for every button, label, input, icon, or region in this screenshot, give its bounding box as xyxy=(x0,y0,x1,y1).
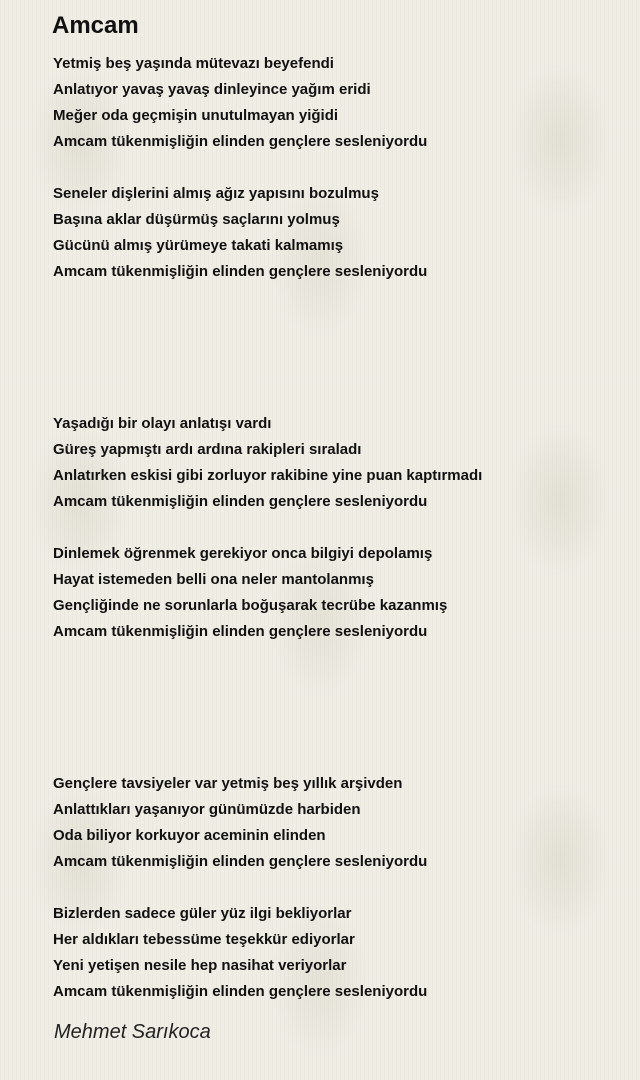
poem-line: Amcam tükenmişliğin elinden gençlere sesleniyordu xyxy=(53,983,428,1000)
poem-line: Oda biliyor korkuyor aceminin elinden xyxy=(53,827,326,844)
poem-line: Hayat istemeden belli ona neler mantolanmış xyxy=(53,571,374,588)
poem-line: Gençlere tavsiyeler var yetmiş beş yıllık arşivden xyxy=(53,775,403,792)
poem-line: Anlatıyor yavaş yavaş dinleyince yağım eridi xyxy=(53,81,371,98)
poem-line: Yaşadığı bir olayı anlatışı vardı xyxy=(53,415,272,432)
poem-line: Dinlemek öğrenmek gerekiyor onca bilgiyi depolamış xyxy=(53,545,433,562)
poem-author: Mehmet Sarıkoca xyxy=(54,1021,211,1043)
poem-line: Gücünü almış yürümeye takati kalmamış xyxy=(53,237,344,254)
poem-line: Anlattıkları yaşanıyor günümüzde harbiden xyxy=(53,801,361,818)
poem-line: Başına aklar düşürmüş saçlarını yolmuş xyxy=(53,211,340,228)
poem-line: Amcam tükenmişliğin elinden gençlere sesleniyordu xyxy=(53,263,428,280)
poem-line: Bizlerden sadece güler yüz ilgi bekliyorlar xyxy=(53,905,352,922)
poem-line: Yetmiş beş yaşında mütevazı beyefendi xyxy=(53,55,334,72)
poem-line: Seneler dişlerini almış ağız yapısını bozulmuş xyxy=(53,185,379,202)
poem-line: Amcam tükenmişliğin elinden gençlere sesleniyordu xyxy=(53,493,428,510)
poem-line: Amcam tükenmişliğin elinden gençlere sesleniyordu xyxy=(53,853,428,870)
poem-line: Amcam tükenmişliğin elinden gençlere sesleniyordu xyxy=(53,623,428,640)
poem-line: Anlatırken eskisi gibi zorluyor rakibine yine puan kaptırmadı xyxy=(53,467,483,484)
poem-line: Güreş yapmıştı ardı ardına rakipleri sıraladı xyxy=(53,441,362,458)
poem-line: Her aldıkları tebessüme teşekkür ediyorlar xyxy=(53,931,355,948)
poem-line: Meğer oda geçmişin unutulmayan yiğidi xyxy=(53,107,339,124)
poem-line: Amcam tükenmişliğin elinden gençlere sesleniyordu xyxy=(53,133,428,150)
poem-title: Amcam xyxy=(52,12,139,39)
poem-line: Yeni yetişen nesile hep nasihat veriyorlar xyxy=(53,957,347,974)
poem-line: Gençliğinde ne sorunlarla boğuşarak tecrübe kazanmış xyxy=(53,597,448,614)
